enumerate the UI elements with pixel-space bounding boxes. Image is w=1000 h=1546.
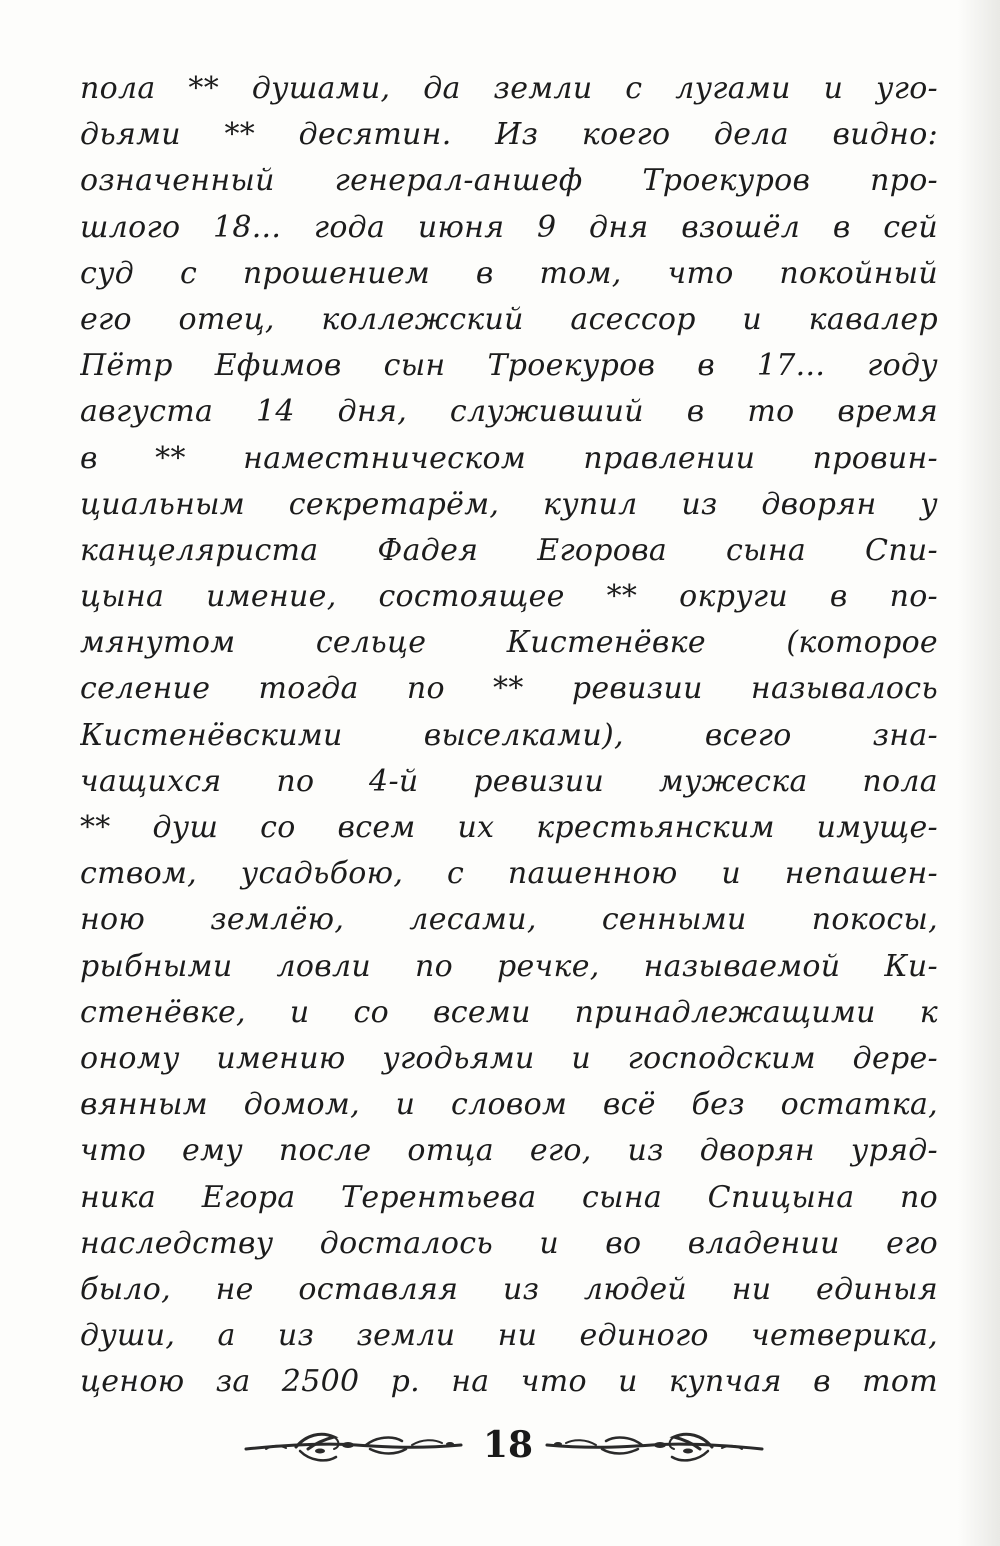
text-line: рыбными ловли по речке, называемой Ки- <box>80 948 938 984</box>
text-line: ством, усадьбою, с пашенною и непашен- <box>80 856 938 892</box>
text-line: вянным домом, и словом всё без остатка, <box>80 1087 938 1123</box>
page-number: 18 <box>482 1424 534 1466</box>
text-line: чащихся по 4-й ревизии мужеска пола <box>80 763 938 799</box>
text-line: селение тогда по ** ревизии называлось <box>80 671 938 707</box>
text-line: его отец, коллежский асессор и кавалер <box>80 301 938 337</box>
text-line: дьями ** десятин. Из коего дела видно: <box>80 117 938 153</box>
page-edge-shadow <box>958 0 1000 1546</box>
text-line: ника Егора Терентьева сына Спицына по <box>80 1179 938 1215</box>
text-line: цына имение, состоящее ** округи в по- <box>80 579 938 615</box>
text-line: души, а из земли ни единого четверика, <box>80 1318 938 1354</box>
body-text <box>80 66 938 1405</box>
text-line: Кистенёвскими выселками), всего зна- <box>80 717 938 753</box>
text-line: Пётр Ефимов сын Троекуров в 17... году <box>80 348 938 384</box>
text-line: стенёвке, и со всеми принадлежащими к <box>80 994 938 1030</box>
flourish-right-icon <box>532 1415 772 1475</box>
flourish-left-icon <box>236 1415 476 1475</box>
text-line: канцеляриста Фадея Егорова сына Спи- <box>80 532 938 568</box>
text-line: что ему после отца его, из дворян уряд- <box>80 1133 938 1169</box>
text-line: августа 14 дня, служивший в то время <box>80 394 938 430</box>
text-line: означенный генерал-аншеф Троекуров про- <box>80 163 938 199</box>
text-line: наследству досталось и во владении его <box>80 1225 938 1261</box>
text-line: ною землёю, лесами, сенными покосы, <box>80 902 938 938</box>
page-footer <box>0 1415 1000 1475</box>
text-line: было, не оставляя из людей ни единыя <box>80 1271 938 1307</box>
text-line: мянутом сельце Кистенёвке (которое <box>80 625 938 661</box>
text-line: в ** наместническом правлении провин- <box>80 440 938 476</box>
text-line: циальным секретарём, купил из дворян у <box>80 486 938 522</box>
text-line: шлого 18... года июня 9 дня взошёл в сей <box>80 209 938 245</box>
text-line: суд с прошением в том, что покойный <box>80 255 938 291</box>
text-line: пола ** душами, да земли с лугами и уго- <box>80 71 938 106</box>
text-line: ** душ со всем их крестьянским имуще- <box>80 810 938 845</box>
text-line: оному имению угодьями и господским дере- <box>80 1040 938 1076</box>
text-line: ценою за 2500 р. на что и купчая в тот <box>80 1364 938 1400</box>
